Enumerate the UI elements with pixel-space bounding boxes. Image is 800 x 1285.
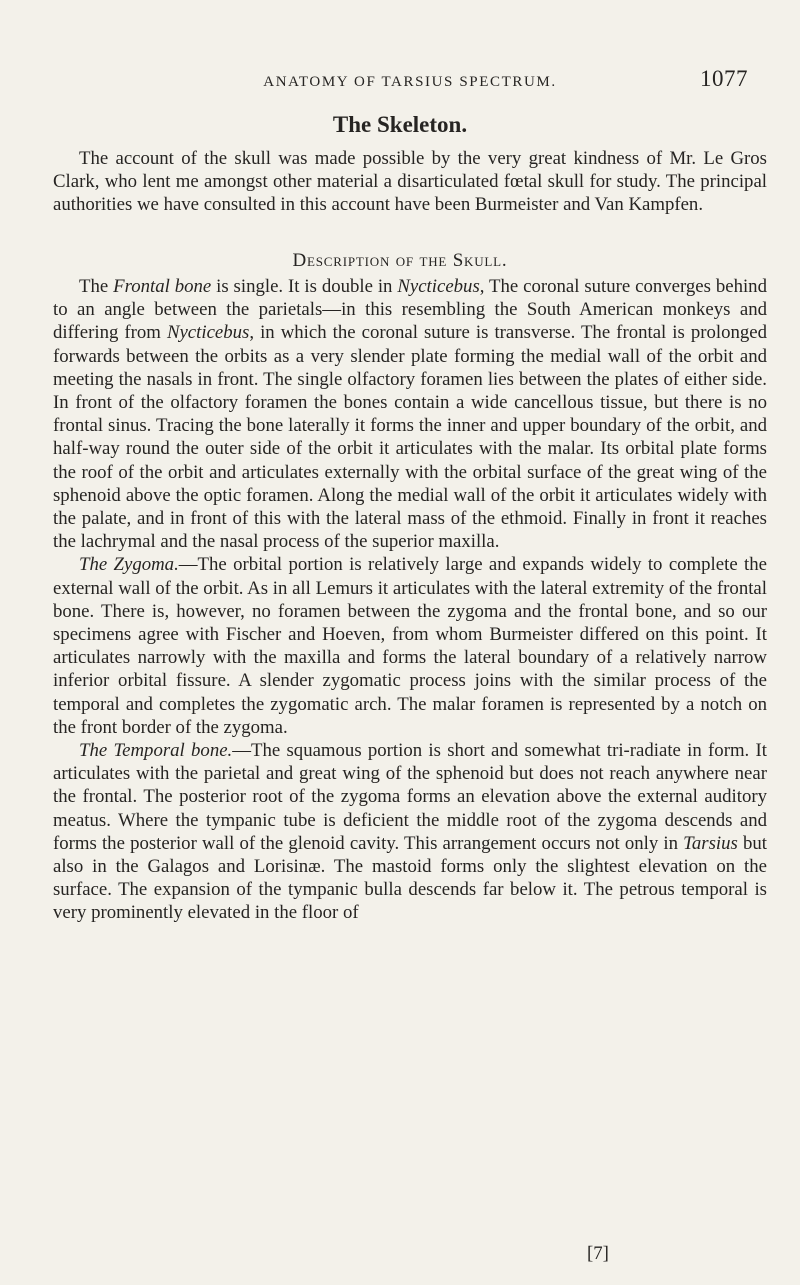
subsection-heading: Description of the Skull. [292,250,508,271]
temporal-text-2: but also in the Galagos and Lorisinæ. The mastoid forms only the slightest elevation on the surface. The expansion of the tympanic bulla descends far below it. The petrous temporal is very prominently elevated in the floor of [53,832,767,924]
skull-description [53,275,767,925]
frontal-text-3: , in which the coronal suture is transverse. The frontal is prolonged forwards between the orbits as a very slender plate forming the medial wall of the orbit and meeting the nasals in front. The single olfactory foramen lies between the plates of either side. In front of the olfactory foramen the bones contain a wide cancellous tissue, but there is no frontal sinus. Tracing the bone laterally it forms the inner and upper boundary of the orbit, and half-way round the outer side of the orbit it articulates with the malar. Its orbital plate forms the roof of the orbit and articulates externally with the orbital surface of the great wing of the sphenoid above the optic foramen. Along the medial wall of the orbit it articulates widely with the palate, and in front of this with the lateral mass of the ethmoid. Finally in front it reaches the lachrymal and the nasal process of the superior maxilla. [53,322,767,553]
section-title: The Skeleton. [332,112,468,137]
frontal-text-1: is single. It is double in [211,276,398,297]
signature-mark: [7] [587,1243,609,1264]
frontal-term: Frontal bone [113,276,212,297]
zygoma-paragraph [53,553,767,739]
frontal-paragraph: The Frontal bone is single. It is double in Nycticebus, The coronal suture converges behind to an angle between the parietals—in this resembling the South American monkeys and differing from Nycticebus, in which the coronal suture is transverse. The frontal is prolonged forwards between the orbits as a very slender plate forming the medial wall of the orbit and meeting the nasals in front. The single olfactory foramen lies between the plates of either side. In front of the olfactory foramen the bones contain a wide cancellous tissue, but there is no frontal sinus. Tracing the bone laterally it forms the inner and upper boundary of the orbit, and half-way round the outer side of the orbit it articulates with the malar. Its orbital plate forms the roof of the orbit and articulates externally with the orbital surface of the great wing of the sphenoid above the optic foramen. Along the medial wall of the orbit it articulates widely with the palate, and in front of this with the lateral mass of the ethmoid. Finally in front it reaches the lachrymal and the nasal process of the superior maxilla. [53,276,767,553]
temporal-term: The Temporal bone. [79,740,233,762]
zygoma-text: —The orbital portion is relatively large and expands widely to complete the external wall of the orbit. As in all Lemurs it articulates with the lateral extremity of the frontal bone. There is, however, no foramen between the zygoma and the frontal bone, and so our specimens agree with Fischer and Hoeven, from whom Burmeister differed on this point. It articulates narrowly with the maxilla and forms the lateral boundary of a relatively narrow inferior orbital fissure. A slender zygomatic process joins with the similar process of the temporal and completes the zygomatic arch. The malar foramen is represented by a notch on the front border of the zygoma. [53,554,767,738]
genus-nycticebus: Nycticebus [397,276,480,297]
running-head: ANATOMY OF TARSIUS SPECTRUM. [263,74,557,90]
zygoma-term: The Zygoma. [79,554,179,576]
intro-block [53,147,767,217]
genus-tarsius: Tarsius [683,832,738,854]
frontal-text-2: , The coronal suture converges behind to an angle between the parietals—in this resembling the South American monkeys and differing from [53,276,767,344]
genus-nycticebus-2: Nycticebus [166,322,250,344]
page-number: 1077 [700,66,748,91]
intro-paragraph: The account of the skull was made possible by the very great kindness of Mr. Le Gros Clark, who lent me amongst other material a disarticulated fœtal skull for study. The principal authorities we have consulted in this account have been Burmeister and Van Kampfen. [53,148,767,216]
temporal-text-1: —The squamous portion is short and somewhat tri-radiate in form. It articulates with the parietal and great wing of the sphenoid but does not reach anywhere near the frontal. The posterior root of the zygoma forms an elevation above the external auditory meatus. Where the tympanic tube is deficient the middle root of the zygoma descends and forms the posterior wall of the glenoid cavity. This arrangement occurs not only in [53,740,767,854]
temporal-paragraph [53,739,767,925]
